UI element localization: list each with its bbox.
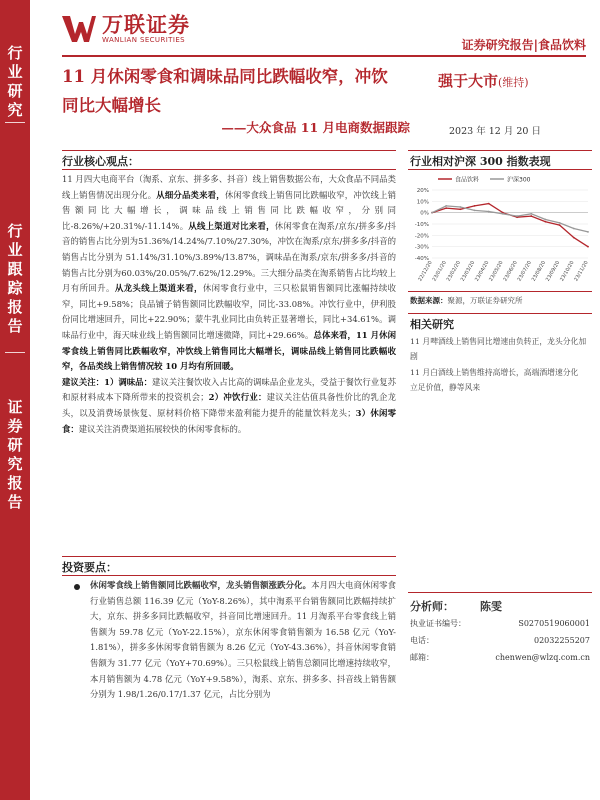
x-tick-label: 23/08/20 xyxy=(530,260,548,283)
series-point xyxy=(545,221,547,223)
key-points-body xyxy=(90,578,396,703)
core-body xyxy=(62,172,396,437)
body-text: 建议关注餐饮收入占比高的调味品企业龙头，受益于餐饮行业复苏和原材料成本下降所带来的投资机会； xyxy=(62,376,396,403)
sidebar-label-tracking-report xyxy=(0,222,30,336)
analyst-info-row xyxy=(410,649,590,666)
report-subtitle: ——大众食品 11 月电商数据跟踪 xyxy=(221,120,410,135)
analyst-name: 陈雯 xyxy=(480,600,502,613)
key-point-item xyxy=(90,578,396,703)
key-points-heading: 投资要点： xyxy=(62,561,117,574)
x-tick-label: 23/04/20 xyxy=(474,260,491,283)
rating-text: 强于大市 xyxy=(438,72,499,90)
x-tick-label: 23/07/20 xyxy=(516,260,534,283)
sidebar-char: 研 xyxy=(7,436,23,454)
section-rule xyxy=(408,169,592,170)
series-point xyxy=(488,211,490,213)
report-date: 2023 年 12 月 20 日 xyxy=(449,126,541,137)
related-item[interactable]: 11 月白酒线上销售维持高增长，高端酒增速分化 xyxy=(410,367,579,377)
series-point xyxy=(559,222,561,224)
analyst-info-row xyxy=(410,615,590,632)
sidebar-char: 行 xyxy=(7,222,23,240)
core-paragraph xyxy=(62,375,396,437)
analyst-info-label: 电话： xyxy=(410,636,434,645)
related-item[interactable]: 立足价值，静等风来 xyxy=(410,382,481,392)
x-tick-label: 23/01/20 xyxy=(431,260,448,283)
body-text: 11 月四大电商平台（淘系、京东、拼多多、抖音）线上销售数据公布，大众食品不同品类线上销售情况出现分化。 xyxy=(62,174,396,200)
emphasis-text: 2）冲饮行业： xyxy=(208,392,267,403)
section-rule xyxy=(62,556,396,557)
body-text: 休闲零食行业中，三只松鼠销售额同比涨幅持续收窄，同比+9.58%；良品铺子销售额同比跌幅收窄，同比-33.08%。冲饮行业中，伊利股份同比增速回升，同比+22.90%；蒙牛乳业同比由负转正显著增长，同比+34.61%。调味品行业中，海天味业线上销售额同比增速微降，同比+29.66%。 xyxy=(62,283,397,340)
series-point xyxy=(474,205,476,207)
sidebar-char: 告 xyxy=(7,317,23,335)
sidebar-char: 报 xyxy=(7,474,23,492)
analyst-info-value: 02032255207 xyxy=(534,636,590,645)
section-rule xyxy=(62,575,396,576)
analyst-info-value: S0270519060001 xyxy=(518,619,590,628)
x-tick-label: 23/11/20 xyxy=(573,260,590,283)
body-text: 建议关注估值具备性价比的乳企龙头，以及消费场景恢复、原材料价格下降带来盈利能力提升的能量饮料龙头； xyxy=(62,392,397,418)
sidebar-char: 券 xyxy=(7,417,23,435)
sidebar-char: 踪 xyxy=(7,279,23,297)
x-tick-label: 22/12/20 xyxy=(417,260,434,283)
section-rule xyxy=(408,291,592,292)
relative-performance-chart xyxy=(408,172,592,290)
body-text: 休闲零食在淘系/京东/拼多多/抖音的销售占比分别为51.36%/14.24%/7.10%/27.30%，冲饮在淘系/京东/拼多多/抖音的销售占比分别为 51.14%/31.10%/3.89%/13.87%，调味品在淘系/京东/拼多多/抖音的销售占比分别为60.03%/20.05%/7.62%/12.29%。三大细分品类在淘系销售占比均较上月有所回升。 xyxy=(62,220,397,294)
series-point xyxy=(559,224,561,226)
chart-source-label: 数据来源： xyxy=(410,296,448,305)
y-tick-label: 10% xyxy=(416,199,429,206)
core-paragraph xyxy=(62,172,396,375)
logo-en-text: WANLIAN SECURITIES xyxy=(102,36,185,44)
emphasis-text: 从细分品类来看， xyxy=(156,189,225,200)
report-title: 11 月休闲零食和调味品同比跌幅收窄，冲饮同比大幅增长 xyxy=(62,67,388,115)
chart-source-text: 聚源，万联证券研究所 xyxy=(447,296,523,305)
emphasis-text: 3）休闲零食： xyxy=(62,407,397,434)
body-text: 休闲零食线上销售同比跌幅收窄，冲饮线上销售额同比大幅增长，调味品线上销售同比跌幅收窄，分别同比-8.26%/+20.31%/-11.14%。 xyxy=(62,189,397,231)
header-category-tag: 证券研究报告|食品饮料 xyxy=(461,38,586,52)
series-point xyxy=(587,246,589,248)
analyst-info-row xyxy=(410,632,590,649)
series-point xyxy=(488,203,490,205)
y-tick-label: -30% xyxy=(414,244,429,251)
y-tick-label: 0% xyxy=(420,210,429,217)
series-point xyxy=(530,215,532,217)
series-point xyxy=(445,207,447,209)
chart-title: 行业相对沪深 300 指数表现 xyxy=(410,155,551,168)
sidebar-divider xyxy=(5,352,25,353)
sidebar-char: 究 xyxy=(7,101,23,119)
series-point xyxy=(445,205,447,207)
sidebar-char: 告 xyxy=(7,493,23,511)
emphasis-text: 休闲零食线上销售额同比跌幅收窄，龙头销售额涨跌分化。 xyxy=(90,580,312,590)
chart-source xyxy=(410,295,523,306)
series-point xyxy=(573,228,575,230)
sidebar-char: 报 xyxy=(7,298,23,316)
sidebar-label-industry-research xyxy=(0,44,30,120)
series-point xyxy=(573,237,575,239)
emphasis-text: 建议关注：1）调味品： xyxy=(62,376,153,387)
sidebar-label-securities-report xyxy=(0,398,30,512)
section-rule xyxy=(408,592,592,593)
section-rule xyxy=(408,313,592,314)
section-rule xyxy=(408,150,592,151)
wanlian-logo-icon xyxy=(62,14,96,44)
series-line xyxy=(432,206,588,232)
x-tick-label: 23/05/20 xyxy=(488,260,505,283)
analyst-name-row xyxy=(410,598,590,615)
series-point xyxy=(431,212,433,214)
analyst-info-label: 邮箱： xyxy=(410,653,434,662)
core-heading: 行业核心观点： xyxy=(62,155,139,168)
section-rule xyxy=(62,150,396,151)
body-text: 建议关注消费渠道拓展较快的休闲零食标的。 xyxy=(78,423,247,434)
x-tick-label: 23/03/20 xyxy=(459,260,477,283)
series-point xyxy=(474,210,476,212)
series-point xyxy=(530,213,532,215)
bullet-icon xyxy=(74,584,80,590)
series-point xyxy=(502,213,504,215)
related-item[interactable]: 11 月啤酒线上销售同比增速由负转正，龙头分化加剧 xyxy=(410,337,587,362)
y-tick-label: -20% xyxy=(414,233,429,240)
series-point xyxy=(459,208,461,210)
emphasis-text: 总体来看，11 月休闲零食线上销售同比跌幅收窄，冲饮线上销售同比大幅增长，调味品线上销售同比跌幅收窄，各品类线上销售情况较 10 月均有所回暖。 xyxy=(62,329,397,372)
series-point xyxy=(516,215,518,217)
sidebar-char: 证 xyxy=(7,398,23,416)
sidebar-band xyxy=(0,0,30,800)
rating-badge xyxy=(438,70,529,91)
logo-cn-text: 万联证券 xyxy=(102,13,190,37)
section-rule xyxy=(62,169,396,170)
analyst-info-value: chenwen@wlzq.com.cn xyxy=(495,653,590,662)
x-tick-label: 23/09/20 xyxy=(544,260,562,283)
sidebar-char: 究 xyxy=(7,455,23,473)
legend-label: 食品饮料 xyxy=(455,176,480,184)
y-tick-label: -40% xyxy=(414,256,429,262)
body-text: 本月四大电商休闲零食行业销售总额 116.39 亿元（YoY-8.26%），其中淘系平台销售额同比跌幅持续扩大，京东、拼多多同比跌幅收窄，抖音同比增速回升。11 月淘系平台零食线上销售额为 59.78 亿元（YoY-22.15%），京东休闲零食销售额为 16.58 亿元（YoY-1.81%），拼多多休闲零食销售额为 8.26 亿元（YoY-43.36%），抖音休闲零食销售额为 31.77 亿元（YoY+70.69%）。三只松鼠线上销售总额同比增速持续收窄，本月销售额为 4.78 亿元（YoY+9.58%），淘系、京东、拼多多、抖音线上销售额分别为 1.98/1.26/0.17/1.37 亿元，占比分别为 xyxy=(90,580,397,700)
sidebar-divider xyxy=(5,122,25,123)
analyst-label: 分析师： xyxy=(410,600,454,613)
series-point xyxy=(587,231,589,233)
sidebar-char: 业 xyxy=(7,63,23,81)
rating-sub: (维持) xyxy=(498,76,529,89)
analyst-block xyxy=(410,598,590,666)
x-tick-label: 23/10/20 xyxy=(559,260,576,283)
x-tick-label: 23/06/20 xyxy=(502,260,519,283)
series-point xyxy=(545,219,547,221)
company-logo xyxy=(62,14,190,44)
sidebar-char: 研 xyxy=(7,82,23,100)
legend-label: 沪深300 xyxy=(507,176,531,184)
series-point xyxy=(459,206,461,208)
emphasis-text: 从龙头线上渠道来看， xyxy=(114,283,203,294)
y-tick-label: -10% xyxy=(414,222,429,228)
related-heading: 相关研究 xyxy=(410,318,454,331)
sidebar-char: 跟 xyxy=(7,260,23,278)
emphasis-text: 从线上渠道对比来看， xyxy=(188,220,275,231)
related-list xyxy=(410,334,590,395)
y-tick-label: 20% xyxy=(416,188,429,194)
header-rule xyxy=(62,55,586,57)
sidebar-char: 业 xyxy=(7,241,23,259)
analyst-info-label: 执业证书编号： xyxy=(410,619,466,628)
x-tick-label: 23/02/20 xyxy=(445,260,463,283)
sidebar-char: 行 xyxy=(7,44,23,62)
